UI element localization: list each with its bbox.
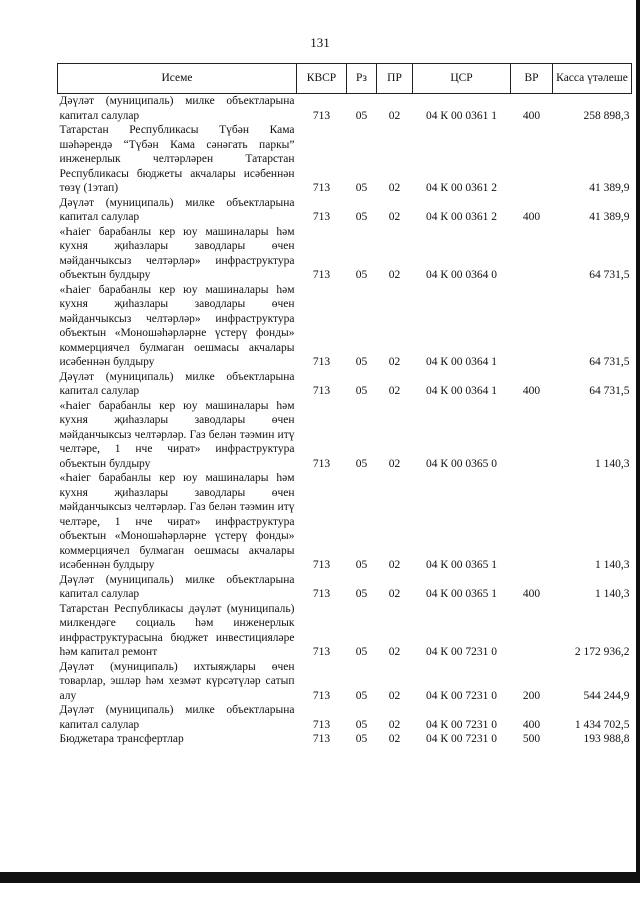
- cell-rz: 05: [355, 559, 368, 571]
- table-row: [58, 471, 632, 573]
- cell-amount: 64 731,5: [589, 385, 630, 397]
- header-csr: ЦСР: [413, 64, 511, 94]
- cell-pr: 02: [388, 385, 401, 397]
- cell-vr: [511, 471, 553, 573]
- cell-amount: 193 988,8: [583, 733, 630, 745]
- cell-amount: 2 172 936,2: [574, 646, 630, 658]
- cell-vr: 200: [522, 689, 541, 702]
- cell-vr: [511, 123, 553, 196]
- cell-pr: 02: [388, 559, 401, 571]
- cell-amount: 258 898,3: [583, 109, 630, 122]
- scan-border-right: [636, 0, 640, 883]
- cell-vr: [511, 225, 553, 283]
- cell-rz: 05: [355, 269, 368, 281]
- cell-amount: 41 389,9: [589, 211, 630, 223]
- cell-amount: 1 140,3: [595, 559, 630, 571]
- cell-amount: 1 434 702,5: [574, 718, 630, 731]
- cell-kvsr: 713: [312, 559, 331, 571]
- cell-name: Дәүләт (муниципаль) милке объектларына капитал салулар: [59, 573, 295, 600]
- table-row: [58, 196, 632, 225]
- cell-csr: 04 К 00 0361 2: [426, 182, 497, 194]
- cell-name: «Һаіег барабанлы кер юу машиналары һәм кухня җиһазлары заводлары өчен мәйданчыксыз челтәрләр. Газ белән тәэмин итү челтәре, 1 нче чират» инфраструктура объектын булдыру: [59, 399, 295, 470]
- cell-pr: 02: [388, 211, 401, 223]
- cell-csr: 04 К 00 0364 1: [426, 356, 497, 368]
- cell-pr: 02: [388, 457, 401, 470]
- header-kvsr: КВСР: [297, 64, 347, 94]
- cell-name: Дәүләт (муниципаль) ихтыяҗлары өчен товарлар, эшләр һәм хезмәт күрсәтүләр сатып алу: [59, 660, 295, 702]
- cell-name: Дәүләт (муниципаль) милке объектларына капитал салулар: [59, 370, 295, 397]
- table-row: [58, 660, 632, 704]
- cell-csr: 04 К 00 7231 0: [426, 689, 497, 702]
- cell-amount: 544 244,9: [583, 689, 630, 702]
- cell-vr: [511, 602, 553, 660]
- cell-rz: 05: [355, 733, 368, 745]
- cell-csr: 04 К 00 0364 0: [426, 269, 497, 281]
- header-pr: ПР: [377, 64, 413, 94]
- cell-name: «Һаіег барабанлы кер юу машиналары һәм кухня җиһазлары заводлары өчен мәйданчыксыз челтәрләр» инфраструктура объектын «Моношәһәрләрне үстерү фонды» коммерциячел булмаган оешмасы акчалары исәбеннән булдыру: [59, 283, 295, 368]
- table-row: [58, 370, 632, 399]
- cell-pr: 02: [388, 588, 401, 600]
- cell-rz: 05: [355, 588, 368, 600]
- table-row: [58, 225, 632, 283]
- table-row: [58, 123, 632, 196]
- cell-vr: 400: [522, 109, 541, 122]
- scan-border-bottom: [0, 872, 640, 883]
- cell-kvsr: 713: [312, 211, 331, 223]
- page-number: 131: [310, 35, 330, 50]
- cell-vr: 400: [522, 385, 541, 397]
- table-row: [58, 602, 632, 660]
- cell-vr: [511, 283, 553, 370]
- header-name: Исеме: [58, 64, 297, 94]
- cell-kvsr: 713: [312, 109, 331, 122]
- cell-kvsr: 713: [312, 733, 331, 745]
- cell-csr: 04 К 00 0365 1: [426, 588, 497, 600]
- cell-csr: 04 К 00 0361 1: [426, 109, 497, 122]
- cell-rz: 05: [355, 182, 368, 194]
- cell-vr: 500: [522, 733, 541, 745]
- cell-name: Татарстан Республикасы дәүләт (муниципаль) милкендәге социаль һәм инженерлык инфраструктурасына бюджет инвестицияләре һәм капитал ремонт: [59, 602, 295, 658]
- cell-kvsr: 713: [312, 646, 331, 658]
- header-vr: ВР: [511, 64, 553, 94]
- cell-kvsr: 713: [312, 457, 331, 470]
- cell-pr: 02: [388, 689, 401, 702]
- cell-pr: 02: [388, 109, 401, 122]
- cell-csr: 04 К 00 7231 0: [426, 646, 497, 658]
- cell-rz: 05: [355, 356, 368, 368]
- cell-vr: 400: [522, 718, 541, 731]
- table-row: [58, 573, 632, 602]
- table-row: [58, 94, 632, 124]
- cell-pr: 02: [388, 356, 401, 368]
- table-header: [58, 64, 632, 94]
- cell-pr: 02: [388, 269, 401, 281]
- cell-name: «Һаіег барабанлы кер юу машиналары һәм кухня җиһазлары заводлары өчен мәйданчыксыз челтәрләр» инфраструктура объектын булдыру: [59, 225, 295, 281]
- budget-table: [57, 63, 632, 747]
- table-row: [58, 703, 632, 732]
- cell-csr: 04 К 00 0365 0: [426, 457, 497, 470]
- cell-amount: 41 389,9: [589, 182, 630, 194]
- cell-rz: 05: [355, 689, 368, 702]
- cell-pr: 02: [388, 182, 401, 194]
- cell-kvsr: 713: [312, 588, 331, 600]
- table-body: [58, 94, 632, 747]
- cell-vr: 400: [522, 588, 541, 600]
- cell-kvsr: 713: [312, 689, 331, 702]
- cell-kvsr: 713: [312, 356, 331, 368]
- cell-vr: [511, 399, 553, 472]
- header-rz: Рз: [347, 64, 377, 94]
- cell-name: Дәүләт (муниципаль) милке объектларына капитал салулар: [59, 196, 295, 223]
- cell-name: Дәүләт (муниципаль) милке объектларына капитал салулар: [59, 95, 295, 122]
- cell-kvsr: 713: [312, 718, 331, 731]
- cell-pr: 02: [388, 646, 401, 658]
- cell-pr: 02: [388, 718, 401, 731]
- cell-name: Татарстан Республикасы Түбән Кама шәһәрендә “Түбән Кама сәнәгать паркы” инженерлык челтәрләрен Татарстан Республикасы бюджеты акчалары исәбеннән төзү (1этап): [59, 124, 295, 194]
- cell-rz: 05: [355, 457, 368, 470]
- table-row: [58, 732, 632, 747]
- cell-rz: 05: [355, 385, 368, 397]
- cell-rz: 05: [355, 718, 368, 731]
- cell-name: Бюджетара трансфертлар: [59, 733, 184, 745]
- cell-kvsr: 713: [312, 182, 331, 194]
- table-row: [58, 283, 632, 370]
- cell-rz: 05: [355, 646, 368, 658]
- cell-name: «Һаіег барабанлы кер юу машиналары һәм кухня җиһазлары заводлары өчен мәйданчыксыз челтәрләр. Газ белән тәэмин итү челтәре, 1 нче чират» инфраструктура объектын «Моношәһәрләрне үстерү фонды» коммерциячел булмаган оешмасы акчалары исәбеннән булдыру: [59, 472, 295, 571]
- cell-csr: 04 К 00 0361 2: [426, 211, 497, 223]
- cell-amount: 1 140,3: [595, 588, 630, 600]
- cell-csr: 04 К 00 0365 1: [426, 559, 497, 571]
- header-amount: Касса үтәлеше: [553, 64, 632, 94]
- cell-csr: 04 К 00 7231 0: [426, 733, 497, 745]
- cell-rz: 05: [355, 109, 368, 122]
- cell-amount: 64 731,5: [589, 269, 630, 281]
- table-row: [58, 399, 632, 472]
- cell-pr: 02: [388, 733, 401, 745]
- cell-csr: 04 К 00 7231 0: [426, 718, 497, 731]
- cell-kvsr: 713: [312, 385, 331, 397]
- cell-vr: 400: [522, 211, 541, 223]
- cell-name: Дәүләт (муниципаль) милке объектларына капитал салулар: [59, 704, 295, 731]
- cell-amount: 64 731,5: [589, 356, 630, 368]
- cell-amount: 1 140,3: [595, 457, 630, 470]
- cell-rz: 05: [355, 211, 368, 223]
- cell-csr: 04 К 00 0364 1: [426, 385, 497, 397]
- cell-kvsr: 713: [312, 269, 331, 281]
